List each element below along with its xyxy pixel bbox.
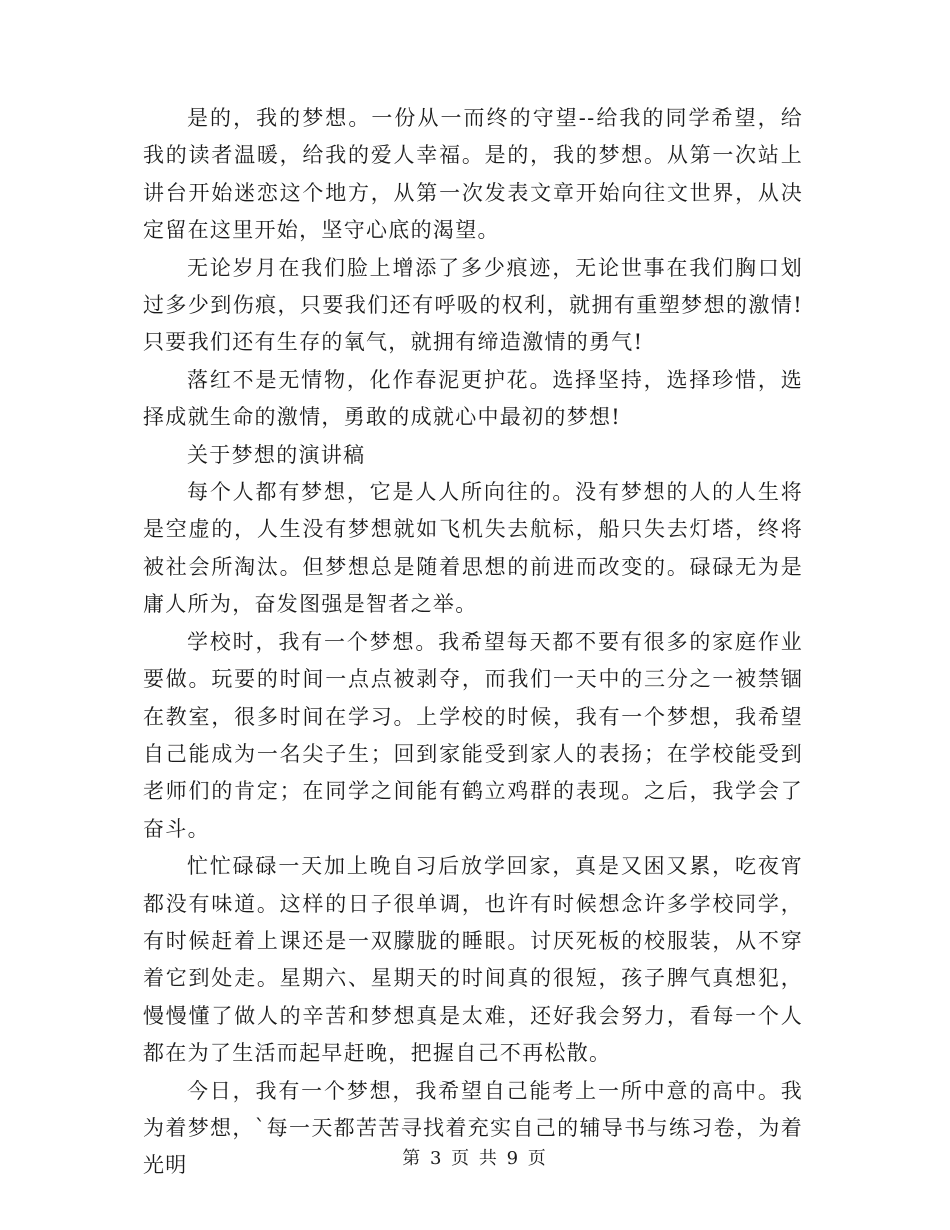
page-body	[143, 100, 803, 1185]
paragraph: 忙忙碌碌一天加上晚自习后放学回家，真是又困又累，吃夜宵都没有味道。这样的日子很单调，也许有时候想念许多学校同学，有时候赶着上课还是一双朦胧的睡眼。讨厌死板的校服装，从不穿着它到处走。星期六、星期天的时间真的很短，孩子脾气真想犯，慢慢懂了做人的辛苦和梦想真是太难，还好我会努力，看每一个人都在为了生活而起早赶晚，把握自己不再松散。	[143, 854, 803, 1066]
paragraph: 落红不是无情物，化作春泥更护花。选择坚持，选择珍惜，选择成就生命的激情，勇敢的成就心中最初的梦想!	[143, 367, 803, 430]
paragraph: 每个人都有梦想，它是人人所向往的。没有梦想的人的人生将是空虚的，人生没有梦想就如飞机失去航标，船只失去灯塔，终将被社会所淘汰。但梦想总是随着思想的前进而改变的。碌碌无为是庸人所为，奋发图强是智者之举。	[143, 480, 803, 617]
paragraph: 是的，我的梦想。一份从一而终的守望--给我的同学希望，给我的读者温暖，给我的爱人幸福。是的，我的梦想。从第一次站上讲台开始迷恋这个地方，从第一次发表文章开始向往文世界，从决定留在这里开始，坚守心底的渴望。	[143, 106, 803, 243]
paragraph: 今日，我有一个梦想，我希望自己能考上一所中意的高中。我为着梦想，`每一天都苦苦寻找着充实自己的辅导书与练习卷，为着光明	[143, 1078, 803, 1178]
section-title: 关于梦想的演讲稿	[187, 442, 366, 467]
paragraph: 学校时，我有一个梦想。我希望每天都不要有很多的家庭作业要做。玩要的时间一点点被剥夺，而我们一天中的三分之一被禁锢在教室，很多时间在学习。上学校的时候，我有一个梦想，我希望自己能成为一名尖子生；回到家能受到家人的表扬；在学校能受到老师们的肯定；在同学之间能有鹤立鸡群的表现。之后，我学会了奋斗。	[143, 629, 803, 841]
page-number-footer: 第 3 页 共 9 页	[402, 1148, 548, 1169]
paragraph: 无论岁月在我们脸上增添了多少痕迹，无论世事在我们胸口划过多少到伤痕，只要我们还有呼吸的权利，就拥有重塑梦想的激情!只要我们还有生存的氧气，就拥有缔造激情的勇气!	[143, 255, 803, 355]
